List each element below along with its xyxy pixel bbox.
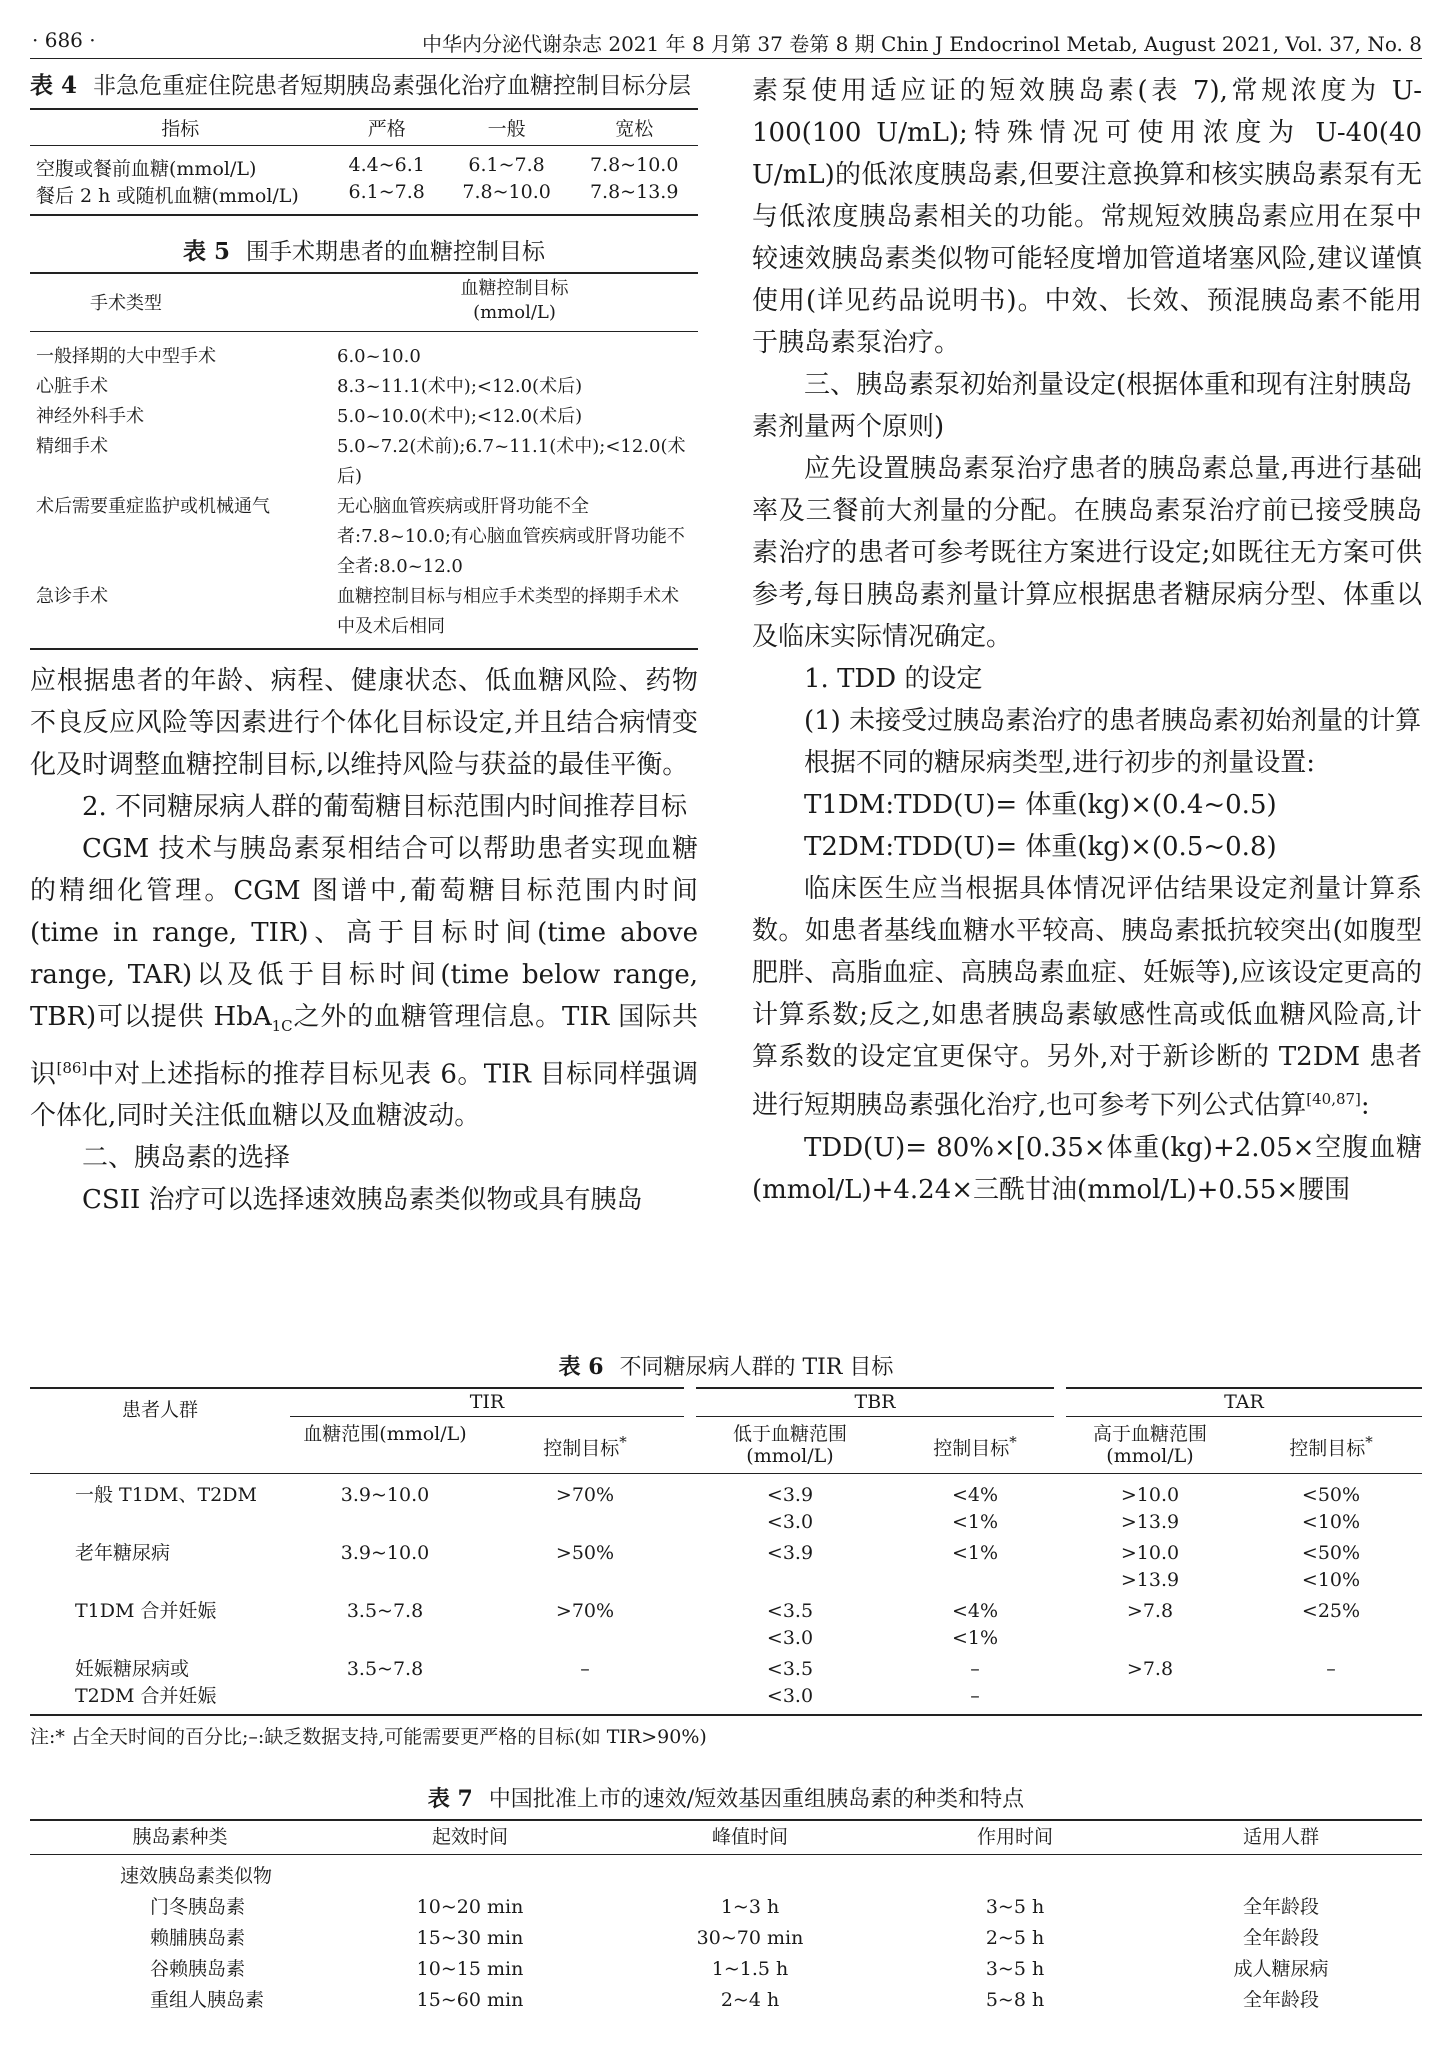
table6-cell xyxy=(890,1652,1060,1715)
table5-target: 5.0~7.2(术前);6.7~11.1(术中);<12.0(术后) xyxy=(337,435,686,487)
table7-header-cell: 适用人群 xyxy=(1242,1825,1319,1848)
table6-cell: 3.9~10.0 xyxy=(340,1542,430,1564)
page-number: · 686 · xyxy=(32,28,96,52)
table5-target: 5.0~10.0(术中);<12.0(术后) xyxy=(337,405,583,427)
table6-group-header: 患者人群 xyxy=(30,1388,290,1474)
value: <3.0 xyxy=(766,1511,814,1533)
table6-label: 表 6 xyxy=(558,1354,604,1380)
table-row xyxy=(30,1594,1422,1652)
table7-cell: 全年龄段 xyxy=(1242,1926,1319,1949)
paragraph-text: CGM 技术与胰岛素泵相结合可以帮助患者实现血糖的精细化管理。CGM 图谱中,葡萄糖目标范围内时间(time in range, TIR)、高于目标时间(time above range, TAR)以及低于目标时间(time below range, TBR)可以提供 HbA xyxy=(30,833,698,1032)
table6-title: 不同糖尿病人群的 TIR 目标 xyxy=(619,1355,894,1380)
paragraph xyxy=(752,868,1422,1127)
left-column xyxy=(30,70,698,1221)
table4-header-cell: 严格 xyxy=(367,117,406,140)
table5 xyxy=(30,236,698,650)
paragraph xyxy=(30,828,698,1138)
table-row xyxy=(30,1652,1422,1715)
table6-cell: 3.9~10.0 xyxy=(340,1484,430,1506)
formula: T2DM:TDD(U)= 体重(kg)×(0.5~0.8) xyxy=(804,832,1277,862)
table-row xyxy=(30,1854,1422,1892)
paragraph-text: 之外的血糖管理信息。TIR 国际共识 xyxy=(30,1001,698,1090)
subscript: 1C xyxy=(271,1016,293,1035)
table4 xyxy=(30,70,698,216)
table6-cell: >7.8 xyxy=(1126,1658,1174,1680)
table6-tar-range-header: 高于血糖范围(mmol/L) xyxy=(1092,1423,1207,1467)
table-row xyxy=(30,432,698,492)
value: 妊娠糖尿病或 xyxy=(75,1658,190,1680)
table6-caption xyxy=(30,1352,1422,1383)
table6-note: 注:* 占全天时间的百分比;–:缺乏数据支持,可能需要更严格的目标(如 TIR>90%) xyxy=(30,1726,707,1748)
value: <3.5 xyxy=(766,1658,814,1680)
footnote-star: * xyxy=(1365,1432,1373,1451)
table7-table xyxy=(30,1819,1422,2016)
table-row xyxy=(30,331,698,372)
table5-header-target-l2: (mmol/L) xyxy=(473,301,556,323)
table5-header-type: 手术类型 xyxy=(90,293,162,314)
table6 xyxy=(30,1352,1422,1752)
value: <10% xyxy=(1301,1569,1361,1591)
table5-label: 表 5 xyxy=(182,237,230,265)
section-heading: 2. 不同糖尿病人群的葡萄糖目标范围内时间推荐目标 xyxy=(82,791,688,822)
value: <4% xyxy=(951,1484,999,1506)
paragraph: 根据不同的糖尿病类型,进行初步的剂量设置: xyxy=(804,748,1316,778)
section-heading: 三、胰岛素泵初始剂量设定(根据体重和现有注射胰岛素剂量两个原则) xyxy=(752,370,1413,442)
table7-cell: 重组人胰岛素 xyxy=(150,1988,265,2011)
target-label: 控制目标 xyxy=(543,1437,620,1460)
table-row xyxy=(30,1536,1422,1594)
table5-header-target xyxy=(331,273,698,332)
value: >10.0 xyxy=(1120,1542,1180,1564)
table6-tbr-header: TBR xyxy=(690,1388,1060,1417)
table7-cell: 全年龄段 xyxy=(1242,1895,1319,1918)
table-row xyxy=(30,1985,1422,2016)
table6-cell xyxy=(1240,1474,1422,1537)
table-row xyxy=(30,145,698,181)
table5-caption xyxy=(30,236,698,268)
table7-cell: 3~5 h xyxy=(985,1895,1045,1918)
value: <1% xyxy=(951,1511,999,1533)
value: T2DM 合并妊娠 xyxy=(75,1685,217,1707)
table6-cell: >70% xyxy=(555,1484,615,1506)
citation-ref[interactable]: [40,87] xyxy=(1306,1090,1361,1108)
table7-cell: 1~3 h xyxy=(720,1895,780,1918)
table6-cell xyxy=(890,1594,1060,1652)
value: >10.0 xyxy=(1120,1484,1180,1506)
paragraph: 应根据患者的年龄、病程、健康状态、低血糖风险、药物不良反应风险等因素进行个体化目标设定,并且结合病情变化及时调整血糖控制目标,以维持风险与获益的最佳平衡。 xyxy=(30,665,698,780)
table4-header-cell: 一般 xyxy=(487,117,526,140)
value: <3.0 xyxy=(766,1627,814,1649)
table6-cell xyxy=(890,1474,1060,1537)
table7-cell: 谷赖胰岛素 xyxy=(150,1957,246,1980)
table5-type: 神经外科手术 xyxy=(36,405,144,427)
table7-cell: 赖脯胰岛素 xyxy=(150,1926,246,1949)
table7-cell: 30~70 min xyxy=(696,1926,804,1949)
section-heading: 1. TDD 的设定 xyxy=(804,664,983,694)
table5-target: 6.0~10.0 xyxy=(337,345,421,367)
table5-type: 一般择期的大中型手术 xyxy=(36,345,216,367)
target-label: 控制目标 xyxy=(933,1437,1010,1460)
table6-tbr-range-header: 低于血糖范围(mmol/L) xyxy=(732,1423,847,1467)
table5-target: 无心脑血管疾病或肝肾功能不全者:7.8~10.0;有心脑血管疾病或肝肾功能不全者:8.0~12.0 xyxy=(337,495,685,577)
table4-title: 非急危重症住院患者短期胰岛素强化治疗血糖控制目标分层 xyxy=(93,73,692,99)
paragraph: 素泵使用适应证的短效胰岛素(表 7),常规浓度为 U-100(100 U/mL);特殊情况可使用浓度为 U-40(40 U/mL)的低浓度胰岛素,但要注意换算和核实胰岛素泵有无与低浓度胰岛素相关的功能。常规短效胰岛素应用在泵中较速效胰岛素类似物可能轻度增加管道堵塞风险,建议谨慎使用(详见药品说明书)。中效、长效、预混胰岛素不能用于胰岛素泵治疗。 xyxy=(752,76,1422,358)
table6-tir-header: TIR xyxy=(290,1388,690,1417)
table6-cell xyxy=(1060,1536,1240,1594)
table-row xyxy=(30,492,698,582)
right-column xyxy=(752,70,1422,1211)
paragraph: CSII 治疗可以选择速效胰岛素类似物或具有胰岛 xyxy=(82,1185,643,1216)
table7-cell: 成人糖尿病 xyxy=(1233,1957,1329,1980)
table7-cell: 2~5 h xyxy=(985,1926,1045,1949)
table7-cell: 全年龄段 xyxy=(1242,1988,1319,2011)
table4-table xyxy=(30,108,698,216)
table5-type: 术后需要重症监护或机械通气 xyxy=(36,495,270,517)
table6-cell: – xyxy=(580,1658,590,1680)
table6-cell xyxy=(690,1474,890,1537)
table6-cell: <1% xyxy=(951,1542,999,1564)
table5-target: 血糖控制目标与相应手术类型的择期手术术中及术后相同 xyxy=(337,585,679,637)
table6-cell: >70% xyxy=(555,1600,615,1622)
table6-tar-header: TAR xyxy=(1060,1388,1422,1417)
section-heading: (1) 未接受过胰岛素治疗的患者胰岛素初始剂量的计算 xyxy=(804,706,1422,736)
table7-cell: 门冬胰岛素 xyxy=(150,1895,246,1918)
table7-caption xyxy=(30,1784,1422,1815)
table6-target-header xyxy=(480,1417,690,1474)
table5-type: 心脏手术 xyxy=(36,375,108,397)
table6-table xyxy=(30,1387,1422,1716)
table4-cell: 空腹或餐前血糖(mmol/L) xyxy=(36,157,257,180)
table7-header-cell: 胰岛素种类 xyxy=(132,1825,228,1848)
table6-group: 一般 T1DM、T2DM xyxy=(75,1484,257,1506)
table7-header-cell: 作用时间 xyxy=(976,1825,1053,1848)
footnote-star: * xyxy=(1009,1432,1017,1451)
table6-tir-range-header: 血糖范围(mmol/L) xyxy=(303,1423,467,1445)
table6-cell xyxy=(1060,1474,1240,1537)
table5-type: 精细手术 xyxy=(36,435,108,457)
value: <3.9 xyxy=(766,1484,814,1506)
value: <4% xyxy=(951,1600,999,1622)
table6-cell xyxy=(1240,1536,1422,1594)
paragraph: 应先设置胰岛素泵治疗患者的胰岛素总量,再进行基础率及三餐前大剂量的分配。在胰岛素泵治疗前已接受胰岛素治疗的患者可参考既往方案进行设定;如既往无方案可供参考,每日胰岛素剂量计算应根据患者糖尿病分型、体重以及临床实际情况确定。 xyxy=(752,454,1422,652)
table6-cell: 3.5~7.8 xyxy=(346,1600,424,1622)
table6-cell: >7.8 xyxy=(1126,1600,1174,1622)
table6-cell xyxy=(690,1594,890,1652)
table7-cell: 10~20 min xyxy=(416,1895,524,1918)
section-heading: 二、胰岛素的选择 xyxy=(82,1143,291,1174)
table7-group: 速效胰岛素类似物 xyxy=(120,1864,273,1887)
formula: TDD(U)= 80%×[0.35×体重(kg)+2.05×空腹血糖(mmol/L)+4.24×三酰甘油(mmol/L)+0.55×腰围 xyxy=(752,1132,1422,1205)
table6-cell: >50% xyxy=(555,1542,615,1564)
value: <3.0 xyxy=(766,1685,814,1707)
table7-cell: 2~4 h xyxy=(720,1988,780,2011)
table5-header-target-l1: 血糖控制目标 xyxy=(460,277,569,299)
table-row xyxy=(30,1892,1422,1923)
table6-cell xyxy=(690,1652,890,1715)
footnote-star: * xyxy=(619,1432,627,1451)
table4-caption xyxy=(30,70,698,102)
table6-group xyxy=(30,1652,290,1715)
table6-cell: – xyxy=(1326,1658,1336,1680)
value: >13.9 xyxy=(1120,1569,1180,1591)
table5-target: 8.3~11.1(术中);<12.0(术后) xyxy=(337,375,583,397)
value: <10% xyxy=(1301,1511,1361,1533)
table5-type: 急诊手术 xyxy=(36,585,108,607)
table7 xyxy=(30,1784,1422,2016)
table6-target-header xyxy=(890,1417,1060,1474)
table-row xyxy=(30,1923,1422,1954)
paragraph-text: 临床医生应当根据具体情况评估结果设定剂量计算系数。如患者基线血糖水平较高、胰岛素抵抗较突出(如腹型肥胖、高脂血症、高胰岛素血症、妊娠等),应该设定更高的计算系数;反之,如患者胰岛素敏感性高或低血糖风险高,计算系数的设定宜更保守。另外,对于新诊断的 T2DM 患者进行短期胰岛素强化治疗,也可参考下列公式估算 xyxy=(752,874,1422,1121)
running-header xyxy=(32,28,1422,60)
left-body-text xyxy=(30,660,698,1222)
table7-cell: 5~8 h xyxy=(985,1988,1045,2011)
table6-cell: 3.5~7.8 xyxy=(346,1658,424,1680)
table4-cell: 7.8~10.0 xyxy=(462,180,551,203)
value: <3.5 xyxy=(766,1600,814,1622)
value: <50% xyxy=(1301,1542,1361,1564)
table-row xyxy=(30,181,698,215)
table4-header-cell: 指标 xyxy=(161,117,200,140)
table6-group: T1DM 合并妊娠 xyxy=(75,1600,217,1622)
table5-table xyxy=(30,272,698,650)
citation-ref[interactable]: [86] xyxy=(56,1058,88,1077)
paragraph-text: : xyxy=(1360,1090,1370,1121)
table7-cell: 15~30 min xyxy=(416,1926,524,1949)
table5-title: 围手术期患者的血糖控制目标 xyxy=(246,238,545,265)
table6-group: 老年糖尿病 xyxy=(75,1542,171,1564)
table6-cell: <25% xyxy=(1301,1600,1361,1622)
table6-target-header xyxy=(1240,1417,1422,1474)
table6-cell: <3.9 xyxy=(766,1542,814,1564)
table7-label: 表 7 xyxy=(427,1786,473,1812)
target-label: 控制目标 xyxy=(1289,1437,1366,1460)
formula: T1DM:TDD(U)= 体重(kg)×(0.4~0.5) xyxy=(804,790,1277,820)
value: <1% xyxy=(951,1627,999,1649)
table4-cell: 7.8~13.9 xyxy=(589,180,679,203)
value: <50% xyxy=(1301,1484,1361,1506)
table-row xyxy=(30,402,698,432)
table7-header-cell: 峰值时间 xyxy=(711,1825,788,1848)
table4-cell: 餐后 2 h 或随机血糖(mmol/L) xyxy=(36,184,299,207)
table4-label: 表 4 xyxy=(30,72,78,99)
table4-cell: 4.4~6.1 xyxy=(348,153,425,176)
value: – xyxy=(970,1658,980,1680)
table4-cell: 7.8~10.0 xyxy=(589,153,679,176)
table4-cell: 6.1~7.8 xyxy=(348,180,425,203)
journal-citation: 中华内分泌代谢杂志 2021 年 8 月第 37 卷第 8 期 Chin J Endocrinol Metab, August 2021, Vol. 37, No. 8 xyxy=(422,32,1422,56)
value: – xyxy=(970,1685,980,1707)
table4-header-cell: 宽松 xyxy=(615,117,654,140)
table-row xyxy=(30,1474,1422,1537)
table7-cell: 15~60 min xyxy=(416,1988,524,2011)
table-row xyxy=(30,582,698,649)
table4-cell: 6.1~7.8 xyxy=(468,153,545,176)
table7-title: 中国批准上市的速效/短效基因重组胰岛素的种类和特点 xyxy=(488,1787,1025,1812)
table7-cell: 1~1.5 h xyxy=(711,1957,789,1980)
paragraph-text: 中对上述指标的推荐目标见表 6。TIR 目标同样强调个体化,同时关注低血糖以及血糖波动。 xyxy=(30,1059,698,1132)
table-row xyxy=(30,372,698,402)
table-row xyxy=(30,1954,1422,1985)
value: >13.9 xyxy=(1120,1511,1180,1533)
header-rule xyxy=(30,58,1422,59)
table7-cell: 3~5 h xyxy=(985,1957,1045,1980)
table7-header-cell: 起效时间 xyxy=(431,1825,508,1848)
table7-cell: 10~15 min xyxy=(416,1957,524,1980)
